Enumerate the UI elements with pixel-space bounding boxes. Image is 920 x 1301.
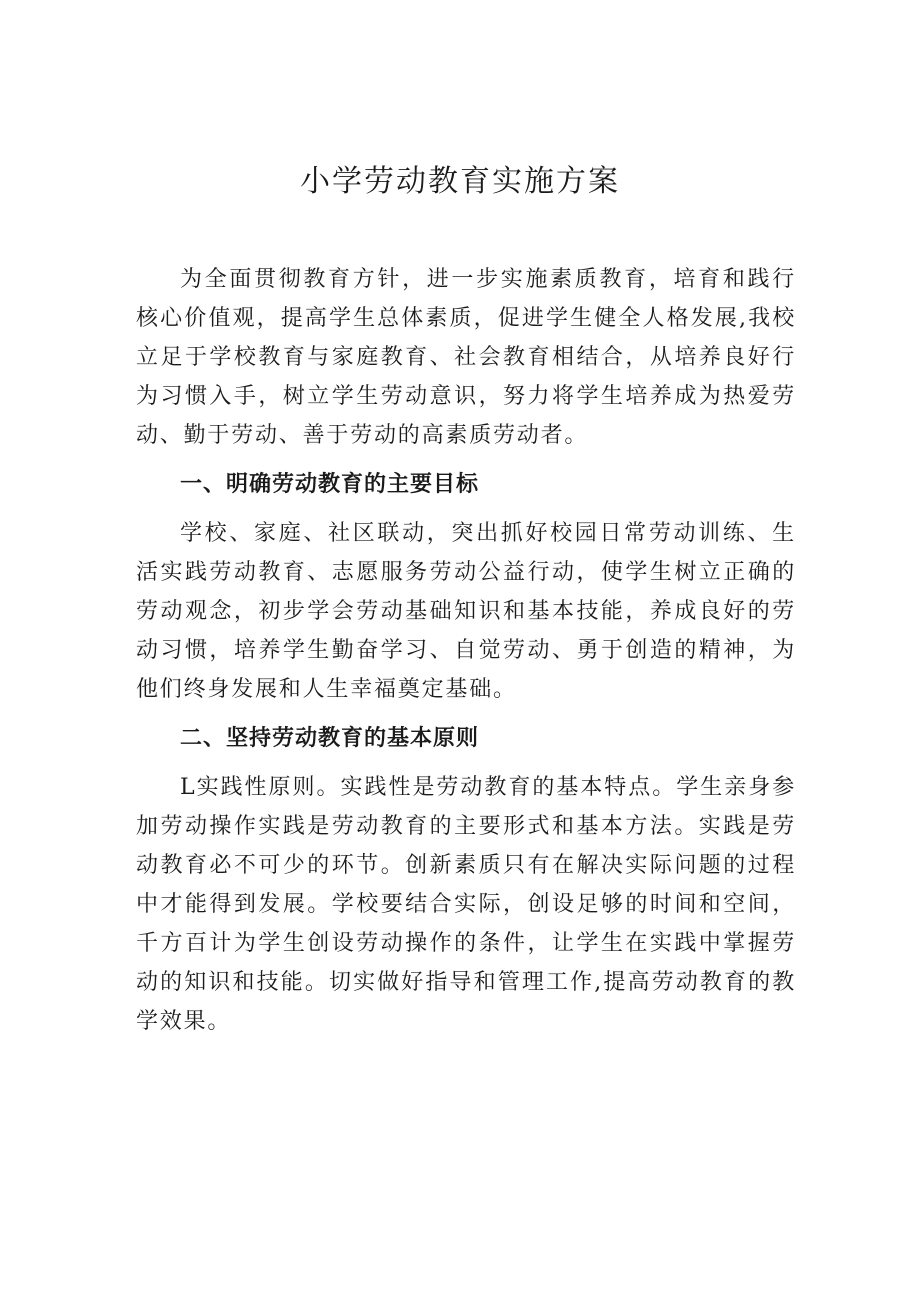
section-heading-principles: 二、坚持劳动教育的基本原则: [180, 726, 480, 751]
section-paragraph-goals: 学校、家庭、社区联动，突出抓好校园日常劳动训练、生活实践劳动教育、志愿服务劳动公益行动，使学生树立正确的劳动观念，初步学会劳动基础知识和基本技能，养成良好的劳动习惯，培养学生勤奋学习、自觉劳动、勇于创造的精神，为他们终身发展和人生幸福奠定基础。: [136, 521, 796, 702]
section-paragraph-principles: L实践性原则。实践性是劳动教育的基本特点。学生亲身参加劳动操作实践是劳动教育的主要形式和基本方法。实践是劳动教育必不可少的环节。创新素质只有在解决实际问题的过程中才能得到发展。学校要结合实际，创设足够的时间和空间，千方百计为学生创设劳动操作的条件，让学生在实践中掌握劳动的知识和技能。切实做好指导和管理工作,提高劳动教育的教学效果。: [136, 775, 796, 1034]
document-body: [136, 260, 796, 1041]
section-heading-goals: 一、明确劳动教育的主要目标: [180, 472, 480, 497]
document-title: 小学劳动教育实施方案: [300, 164, 620, 199]
intro-paragraph: 为全面贯彻教育方针，进一步实施素质教育，培育和践行核心价值观，提高学生总体素质，促进学生健全人格发展,我校立足于学校教育与家庭教育、社会教育相结合，从培养良好行为习惯入手，树立学生劳动意识，努力将学生培养成为热爱劳动、勤于劳动、善于劳动的高素质劳动者。: [136, 267, 796, 448]
